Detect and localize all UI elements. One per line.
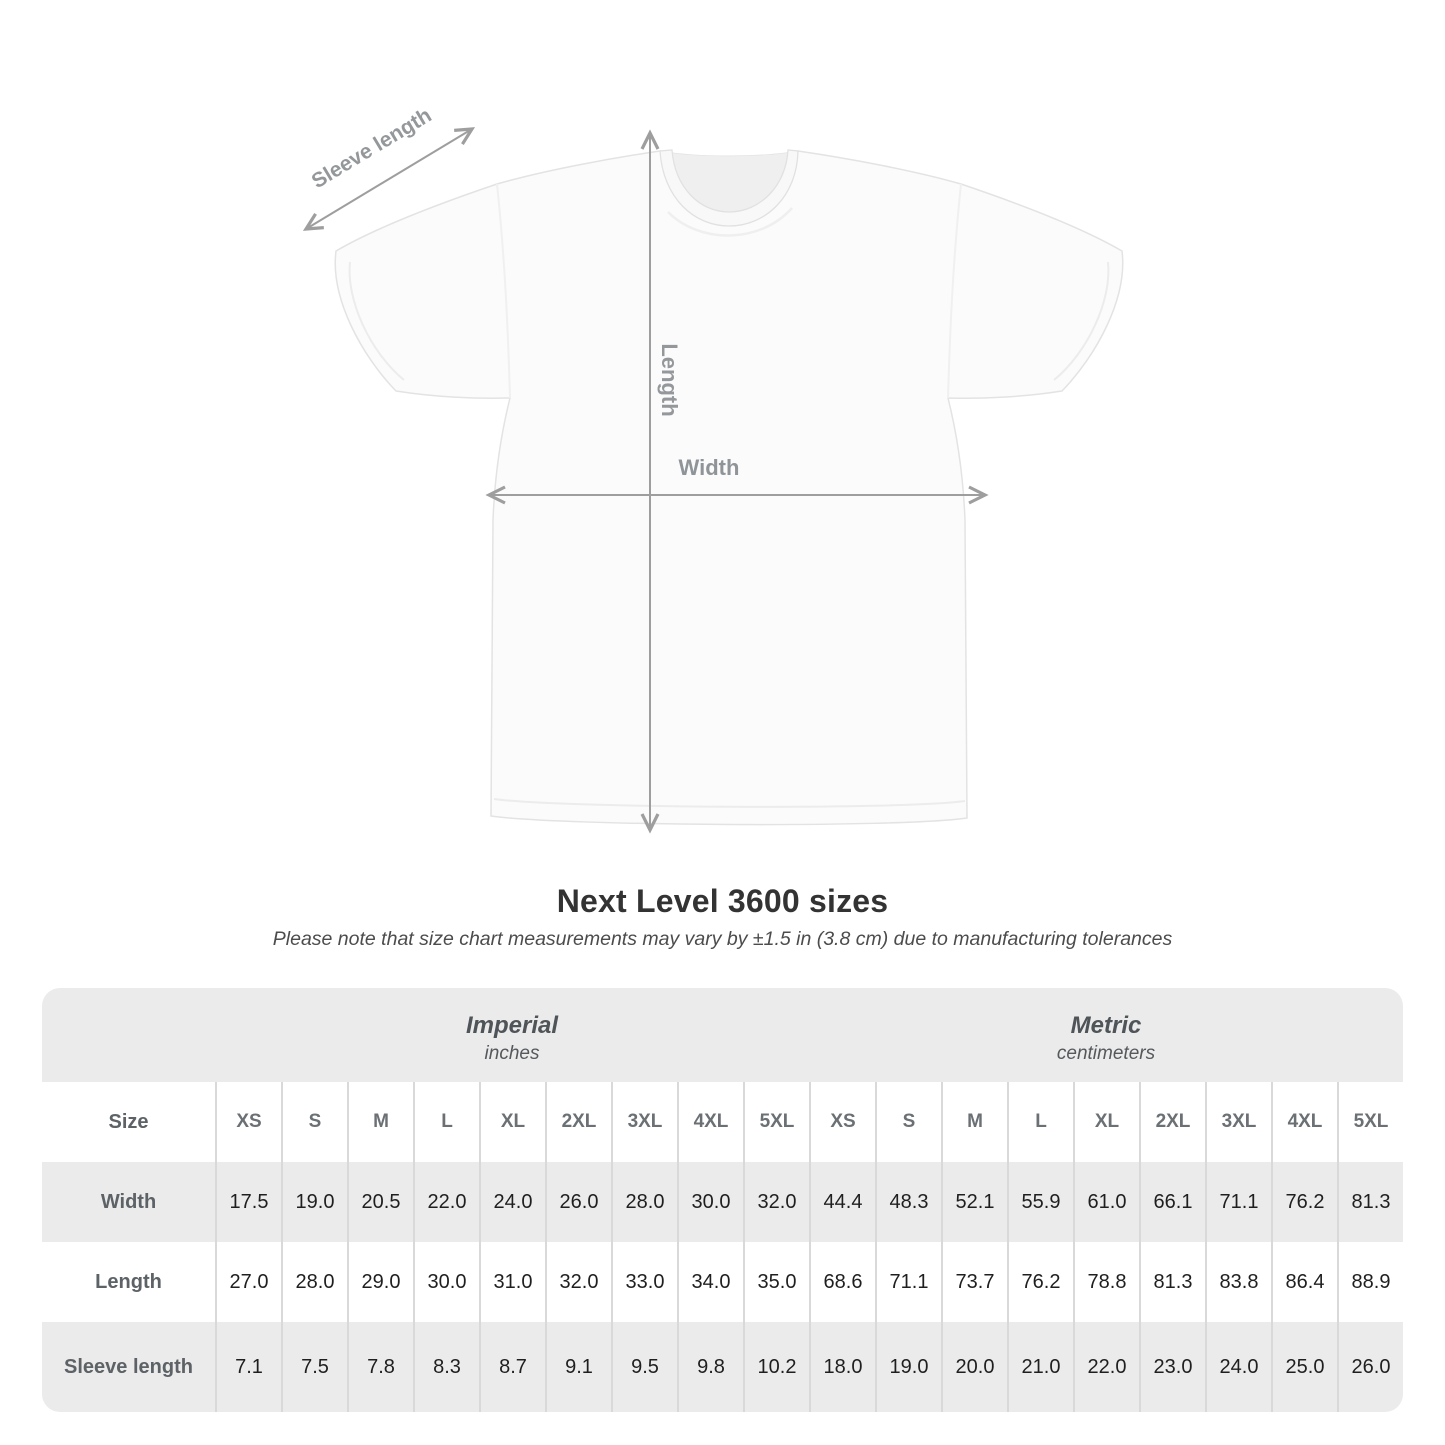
table-cell: 9.8 (677, 1322, 743, 1412)
sleeve-length-label: Sleeve length (307, 103, 436, 194)
table-cell: 20.5 (347, 1162, 413, 1242)
metric-header (809, 988, 1403, 1082)
table-cell: 30.0 (677, 1162, 743, 1242)
table-cell: 28.0 (281, 1242, 347, 1322)
table-cell: 29.0 (347, 1242, 413, 1322)
table-cell: 24.0 (1205, 1322, 1271, 1412)
tolerance-note: Please note that size chart measurements may vary by ±1.5 in (3.8 cm) due to manufacturing tolerances (272, 928, 1173, 950)
size-header: M (941, 1082, 1007, 1162)
length-row (42, 1242, 1403, 1322)
metric-unit: centimeters (1056, 1042, 1156, 1064)
size-header: S (875, 1082, 941, 1162)
table-cell: 20.0 (941, 1322, 1007, 1412)
table-cell: 88.9 (1337, 1242, 1403, 1322)
table-cell: 66.1 (1139, 1162, 1205, 1242)
table-cell: 34.0 (677, 1242, 743, 1322)
table-cell: 32.0 (545, 1242, 611, 1322)
table-cell: 22.0 (413, 1162, 479, 1242)
table-cell: 19.0 (875, 1322, 941, 1412)
table-cell: 83.8 (1205, 1242, 1271, 1322)
table-cell: 7.8 (347, 1322, 413, 1412)
metric-title: Metric (1070, 1011, 1142, 1039)
table-cell: 48.3 (875, 1162, 941, 1242)
table-cell: 81.3 (1139, 1242, 1205, 1322)
table-cell: 30.0 (413, 1242, 479, 1322)
length-label: Length (657, 343, 682, 417)
table-cell: 68.6 (809, 1242, 875, 1322)
table-cell: 61.0 (1073, 1162, 1139, 1242)
table-cell: 17.5 (215, 1162, 281, 1242)
table-cell: 31.0 (479, 1242, 545, 1322)
table-cell: 24.0 (479, 1162, 545, 1242)
table-cell: 76.2 (1271, 1162, 1337, 1242)
tshirt-diagram (300, 90, 1160, 870)
table-cell: 71.1 (875, 1242, 941, 1322)
table-cell: 71.1 (1205, 1162, 1271, 1242)
size-header: XS (215, 1082, 281, 1162)
width-label: Width (678, 455, 740, 480)
unit-header-band (42, 988, 1403, 1082)
table-cell: 76.2 (1007, 1242, 1073, 1322)
size-header: 5XL (1337, 1082, 1403, 1162)
size-header: 2XL (1139, 1082, 1205, 1162)
size-header: XL (1073, 1082, 1139, 1162)
imperial-title: Imperial (465, 1011, 559, 1039)
size-header: 2XL (545, 1082, 611, 1162)
imperial-header (215, 988, 809, 1082)
table-cell: 44.4 (809, 1162, 875, 1242)
table-cell: 8.3 (413, 1322, 479, 1412)
size-header: 4XL (1271, 1082, 1337, 1162)
size-header: XS (809, 1082, 875, 1162)
table-cell: 52.1 (941, 1162, 1007, 1242)
table-cell: 35.0 (743, 1242, 809, 1322)
table-cell: 32.0 (743, 1162, 809, 1242)
size-header: 3XL (611, 1082, 677, 1162)
tshirt-graphic (300, 90, 1160, 870)
size-header: 5XL (743, 1082, 809, 1162)
row-label: Length (95, 1270, 162, 1293)
table-cell: 7.1 (215, 1322, 281, 1412)
size-header: S (281, 1082, 347, 1162)
size-header: XL (479, 1082, 545, 1162)
table-cell: 19.0 (281, 1162, 347, 1242)
table-cell: 73.7 (941, 1242, 1007, 1322)
size-header: 4XL (677, 1082, 743, 1162)
table-cell: 22.0 (1073, 1322, 1139, 1412)
size-column-label: Size (108, 1110, 149, 1133)
table-cell: 26.0 (1337, 1322, 1403, 1412)
size-header: 3XL (1205, 1082, 1271, 1162)
tshirt-body (335, 151, 1122, 825)
table-cell: 18.0 (809, 1322, 875, 1412)
row-label: Sleeve length (64, 1355, 193, 1378)
table-cell: 81.3 (1337, 1162, 1403, 1242)
size-header: L (413, 1082, 479, 1162)
table-cell: 8.7 (479, 1322, 545, 1412)
table-cell: 78.8 (1073, 1242, 1139, 1322)
table-cell: 7.5 (281, 1322, 347, 1412)
table-cell: 26.0 (545, 1162, 611, 1242)
table-cell: 9.1 (545, 1322, 611, 1412)
width-row (42, 1162, 1403, 1242)
table-cell: 27.0 (215, 1242, 281, 1322)
table-cell: 23.0 (1139, 1322, 1205, 1412)
size-header: L (1007, 1082, 1073, 1162)
table-cell: 28.0 (611, 1162, 677, 1242)
table-cell: 21.0 (1007, 1322, 1073, 1412)
band-spacer (42, 988, 215, 1082)
sleeve-length-row (42, 1322, 1403, 1412)
table-cell: 10.2 (743, 1322, 809, 1412)
table-cell: 86.4 (1271, 1242, 1337, 1322)
table-cell: 33.0 (611, 1242, 677, 1322)
table-cell: 25.0 (1271, 1322, 1337, 1412)
imperial-unit: inches (484, 1042, 540, 1064)
size-header-row (42, 1082, 1403, 1162)
size-chart-table (42, 988, 1403, 1412)
table-cell: 55.9 (1007, 1162, 1073, 1242)
page-title: Next Level 3600 sizes (556, 883, 889, 919)
table-cell: 9.5 (611, 1322, 677, 1412)
row-label: Width (100, 1190, 157, 1213)
size-header: M (347, 1082, 413, 1162)
